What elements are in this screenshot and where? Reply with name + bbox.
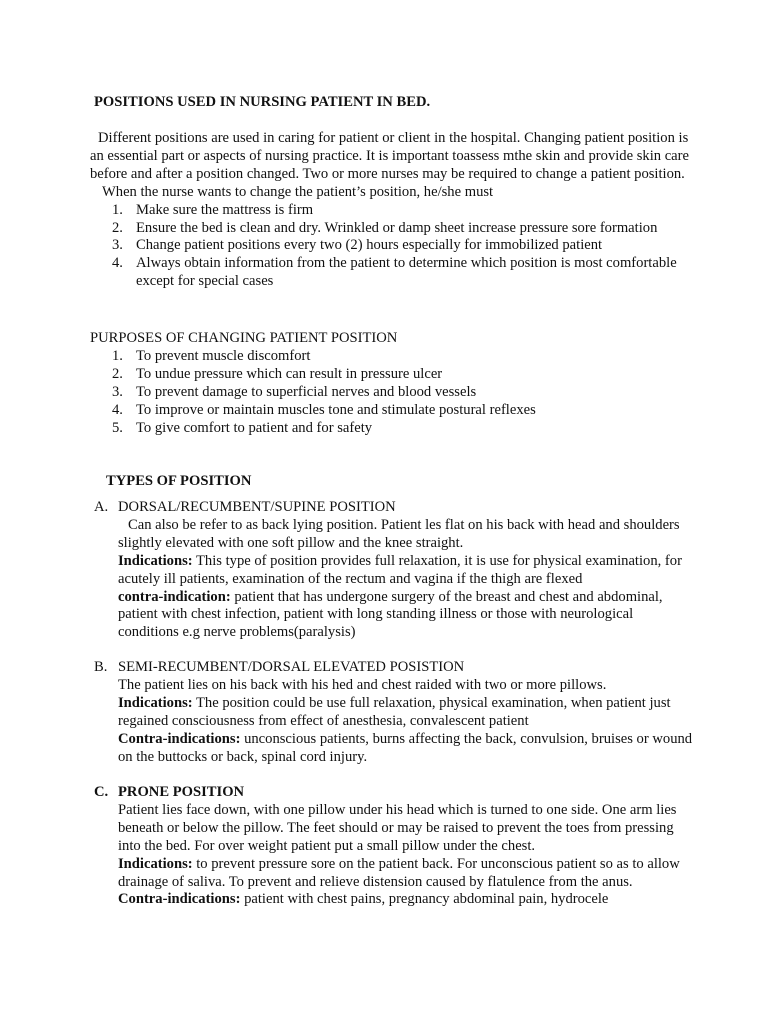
section-title: PRONE POSITION bbox=[118, 784, 245, 800]
section-b-heading bbox=[94, 659, 694, 677]
item-text: Ensure the bed is clean and dry. Wrinkled or damp sheet increase pressure sore formation bbox=[136, 219, 658, 236]
section-title: DORSAL/RECUMBENT/SUPINE POSITION bbox=[118, 499, 396, 515]
indications-text: This type of position provides full relaxation, it is use for physical examination, for acutely ill patients, examination of the rectum and vagina if the thigh are flexed bbox=[118, 552, 682, 587]
section-c-contra bbox=[118, 891, 694, 909]
intro-list bbox=[90, 202, 690, 292]
section-b bbox=[94, 659, 694, 766]
item-number: 1. bbox=[112, 347, 123, 364]
purposes-section bbox=[90, 330, 536, 437]
section-c bbox=[94, 784, 694, 909]
indications-label: Indications: bbox=[118, 694, 193, 711]
item-text: To prevent muscle discomfort bbox=[136, 347, 311, 364]
section-letter: A. bbox=[94, 499, 109, 515]
document-title: POSITIONS USED IN NURSING PATIENT IN BED. bbox=[94, 94, 431, 110]
section-b-indications bbox=[118, 695, 694, 731]
contra-text: patient with chest pains, pregnancy abdominal pain, hydrocele bbox=[240, 891, 609, 908]
list-item bbox=[90, 420, 536, 438]
section-a-description: Can also be refer to as back lying position. Patient les flat on his back with head and shoulders slightly elevated with one soft pillow and the knee straight. bbox=[118, 516, 680, 551]
item-number: 1. bbox=[112, 201, 123, 218]
purposes-heading: PURPOSES OF CHANGING PATIENT POSITION bbox=[90, 330, 398, 346]
section-c-description: Patient lies face down, with one pillow under his head which is turned to one side. One arm lies beneath or below the pillow. The feet should or may be raised to prevent the toes from pressing into the bed. For over weight patient put a small pillow under the chest. bbox=[118, 801, 677, 854]
section-a bbox=[94, 499, 694, 642]
section-c-indications bbox=[118, 856, 694, 892]
section-letter: B. bbox=[94, 659, 108, 675]
list-item bbox=[90, 220, 690, 238]
types-heading: TYPES OF POSITION bbox=[106, 473, 252, 489]
item-text: To improve or maintain muscles tone and stimulate postural reflexes bbox=[136, 401, 536, 418]
list-item bbox=[90, 366, 536, 384]
contra-text: patient that has undergone surgery of the breast and chest and abdominal, patient with chest infection, patient with long standing illness or those with neurological conditions e.g nerve problems(paralysis) bbox=[118, 588, 663, 641]
item-number: 3. bbox=[112, 237, 123, 254]
indications-text: The position could be use full relaxation, physical examination, when patient just regained consciousness from effect of anesthesia, convalescent patient bbox=[118, 694, 671, 729]
intro-lead: When the nurse wants to change the patient’s position, he/she must bbox=[102, 183, 494, 200]
list-item bbox=[90, 384, 536, 402]
item-text: To undue pressure which can result in pressure ulcer bbox=[136, 365, 443, 382]
list-item bbox=[90, 255, 690, 291]
section-c-heading bbox=[94, 784, 694, 802]
purposes-list bbox=[90, 348, 536, 438]
section-title: SEMI-RECUMBENT/DORSAL ELEVATED POSISTION bbox=[118, 659, 465, 675]
item-number: 5. bbox=[112, 419, 123, 436]
item-text: Make sure the mattress is firm bbox=[136, 201, 314, 218]
item-number: 2. bbox=[112, 219, 123, 236]
section-letter: C. bbox=[94, 784, 109, 800]
list-item bbox=[90, 402, 536, 420]
indications-label: Indications: bbox=[118, 552, 193, 569]
item-text: Change patient positions every two (2) hours especially for immobilized patient bbox=[136, 237, 603, 254]
section-a-heading bbox=[94, 499, 694, 517]
item-number: 2. bbox=[112, 365, 123, 382]
list-item bbox=[90, 237, 690, 255]
section-b-contra bbox=[118, 731, 694, 767]
indications-label: Indications: bbox=[118, 855, 193, 872]
item-text: Always obtain information from the patient to determine which position is most comfortable except for special cases bbox=[136, 255, 677, 290]
item-number: 4. bbox=[112, 255, 123, 272]
item-text: To give comfort to patient and for safety bbox=[136, 419, 373, 436]
item-number: 4. bbox=[112, 401, 123, 418]
contra-label: Contra-indications: bbox=[118, 730, 241, 747]
intro-section bbox=[90, 130, 690, 291]
section-a-contra bbox=[118, 589, 694, 643]
item-text: To prevent damage to superficial nerves and blood vessels bbox=[136, 383, 477, 400]
contra-label: Contra-indications: bbox=[118, 891, 241, 908]
contra-text: unconscious patients, burns affecting the back, convulsion, bruises or wound on the buttocks or back, spinal cord injury. bbox=[118, 730, 693, 765]
section-b-description: The patient lies on his back with his hed and chest raided with two or more pillows. bbox=[118, 676, 607, 693]
section-a-indications bbox=[118, 553, 694, 589]
contra-label: contra-indication: bbox=[118, 588, 231, 605]
indications-text: to prevent pressure sore on the patient back. For unconscious patient so as to allow drainage of saliva. To prevent and relieve distension caused by flatulence from the anus. bbox=[118, 855, 680, 890]
list-item bbox=[90, 348, 536, 366]
item-number: 3. bbox=[112, 383, 123, 400]
list-item bbox=[90, 202, 690, 220]
intro-paragraph: Different positions are used in caring for patient or client in the hospital. Changing patient position is an essential part or aspects of nursing practice. It is important toassess mthe skin and provide skin care before and after a position changed. Two or more nurses may be required to change a patient position. bbox=[90, 130, 689, 182]
